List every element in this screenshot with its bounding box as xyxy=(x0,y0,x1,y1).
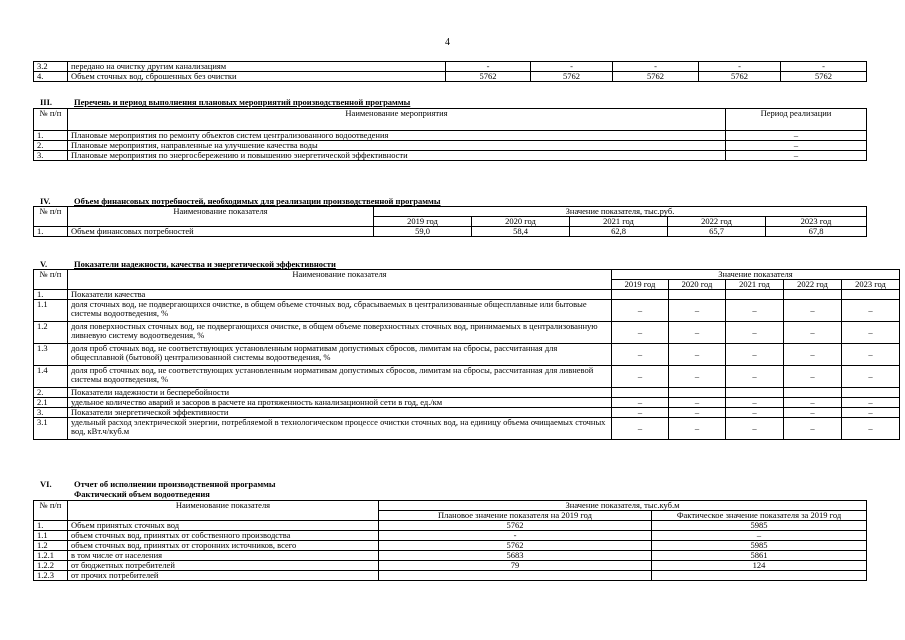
row-num: 1.2.1 xyxy=(34,551,68,561)
section-title: Отчет об исполнении производственной программы xyxy=(74,479,276,489)
header-year: 2022 год xyxy=(668,217,766,227)
row-value xyxy=(726,290,784,300)
row-num: 1.2 xyxy=(34,541,68,551)
row-value xyxy=(669,290,726,300)
row-num: 1.1 xyxy=(34,300,68,322)
row-name: доля сточных вод, не подвергающихся очистке, в общем объеме сточных вод, сбрасываемых в централизованные общесплавные или бытовые системы водоотведения, % xyxy=(68,300,612,322)
row-num: 3.1 xyxy=(34,418,68,440)
table-row xyxy=(34,151,867,161)
row-value: – xyxy=(669,300,726,322)
section-title: Перечень и период выполнения плановых мероприятий производственной программы xyxy=(74,97,411,107)
row-value xyxy=(612,290,669,300)
row-value: – xyxy=(612,344,669,366)
section-number: III. xyxy=(40,97,53,107)
row-plan: - xyxy=(379,531,652,541)
header-year: 2020 год xyxy=(472,217,570,227)
row-name: удельный расход электрической энергии, потребляемой в технологическом процессе очистки сточных вод, на единицу объема очищаемых сточных вод, кВт.ч/куб.м xyxy=(68,418,612,440)
row-value: – xyxy=(784,366,842,388)
row-num: 2. xyxy=(34,141,68,151)
row-value xyxy=(784,290,842,300)
row-plan: 5762 xyxy=(379,521,652,531)
row-name: Объем финансовых потребностей xyxy=(68,227,374,237)
header-year: 2020 год xyxy=(669,280,726,290)
page-number: 4 xyxy=(445,37,450,48)
table-row xyxy=(34,366,900,388)
row-value: – xyxy=(784,344,842,366)
row-period: – xyxy=(726,131,867,141)
section-6-heading xyxy=(40,479,276,489)
table-row xyxy=(34,561,867,571)
row-value: – xyxy=(842,300,900,322)
row-value: – xyxy=(669,366,726,388)
row-value: – xyxy=(612,322,669,344)
top-table xyxy=(33,61,867,82)
row-value: – xyxy=(669,408,726,418)
section-3-heading xyxy=(40,97,410,107)
row-num: 3. xyxy=(34,151,68,161)
row-name: от прочих потребителей xyxy=(68,571,379,581)
row-value: 5762 xyxy=(699,72,781,82)
table-row xyxy=(34,72,867,82)
row-num: 1. xyxy=(34,521,68,531)
row-value: – xyxy=(842,344,900,366)
row-num: 2.1 xyxy=(34,398,68,408)
row-value: – xyxy=(842,398,900,408)
row-value: - xyxy=(699,62,781,72)
row-value: – xyxy=(612,408,669,418)
row-value: 58,4 xyxy=(472,227,570,237)
row-fact: 5985 xyxy=(652,541,867,551)
row-name: Плановые мероприятия по ремонту объектов систем централизованного водоотведения xyxy=(68,131,726,141)
row-name: доля поверхностных сточных вод, не подвергающихся очистке, в общем объеме поверхностных сточных вод, принимаемых в централизованную ливневую систему водоотведения, % xyxy=(68,322,612,344)
row-value: – xyxy=(612,418,669,440)
table-row xyxy=(34,398,900,408)
row-plan: 5683 xyxy=(379,551,652,561)
row-value: – xyxy=(726,398,784,408)
row-value: – xyxy=(612,366,669,388)
row-value: 65,7 xyxy=(668,227,766,237)
table-row xyxy=(34,141,867,151)
row-plan: 79 xyxy=(379,561,652,571)
section-5-table xyxy=(33,269,900,440)
header-year: 2021 год xyxy=(570,217,668,227)
row-value: – xyxy=(842,418,900,440)
table-row xyxy=(34,408,900,418)
row-period: – xyxy=(726,151,867,161)
row-value: - xyxy=(531,62,613,72)
row-num: 3.2 xyxy=(34,62,68,72)
row-value: - xyxy=(781,62,867,72)
section-3-table xyxy=(33,108,867,161)
row-value: - xyxy=(613,62,699,72)
table-row xyxy=(34,290,900,300)
table-row xyxy=(34,322,900,344)
row-value: – xyxy=(669,322,726,344)
table-row xyxy=(34,131,867,141)
row-num: 3. xyxy=(34,408,68,418)
row-name: от бюджетных потребителей xyxy=(68,561,379,571)
row-value: – xyxy=(842,408,900,418)
header-value: Значение показателя, тыс.руб. xyxy=(374,207,867,217)
row-value: – xyxy=(726,408,784,418)
row-value: – xyxy=(726,344,784,366)
header-year: 2021 год xyxy=(726,280,784,290)
table-row xyxy=(34,388,900,398)
row-value: – xyxy=(669,398,726,408)
row-name: Плановые мероприятия, направленные на улучшение качества воды xyxy=(68,141,726,151)
row-plan: 5762 xyxy=(379,541,652,551)
row-num: 1.2.3 xyxy=(34,571,68,581)
table-row xyxy=(34,541,867,551)
header-name: Наименование показателя xyxy=(68,270,612,290)
row-plan xyxy=(379,571,652,581)
row-fact xyxy=(652,571,867,581)
header-num: № п/п xyxy=(34,207,68,227)
section-number: IV. xyxy=(40,196,51,206)
section-title: Показатели надежности, качества и энергетической эффективности xyxy=(74,259,336,269)
row-value: 62,8 xyxy=(570,227,668,237)
row-num: 1. xyxy=(34,131,68,141)
row-value: – xyxy=(726,418,784,440)
row-num: 1.2.2 xyxy=(34,561,68,571)
row-fact: 124 xyxy=(652,561,867,571)
table-row xyxy=(34,344,900,366)
table-row xyxy=(34,418,900,440)
header-num: № п/п xyxy=(34,501,68,521)
row-value: - xyxy=(446,62,531,72)
row-value: 5762 xyxy=(781,72,867,82)
header-value: Значение показателя, тыс.куб.м xyxy=(379,501,867,511)
header-year: 2019 год xyxy=(612,280,669,290)
header-name: Наименование мероприятия xyxy=(68,109,726,131)
table-header xyxy=(34,109,867,131)
table-header xyxy=(34,207,867,217)
section-title: Объем финансовых потребностей, необходимых для реализации производственной программы xyxy=(74,196,441,206)
row-fact: 5861 xyxy=(652,551,867,561)
row-num: 1.2 xyxy=(34,322,68,344)
row-value: 5762 xyxy=(446,72,531,82)
row-num: 1. xyxy=(34,290,68,300)
table-header xyxy=(34,501,867,511)
row-name: доля проб сточных вод, не соответствующих установленным нормативам допустимых сбросов, лимитам на сбросы, рассчитанная для общесплавной (бытовой) централизованной системы водоотведения, % xyxy=(68,344,612,366)
header-num: № п/п xyxy=(34,109,68,131)
row-value xyxy=(842,290,900,300)
row-value: – xyxy=(726,300,784,322)
row-fact: 5985 xyxy=(652,521,867,531)
row-value xyxy=(842,388,900,398)
header-name: Наименование показателя xyxy=(68,207,374,227)
row-value: – xyxy=(784,418,842,440)
header-plan: Плановое значение показателя на 2019 год xyxy=(379,511,652,521)
row-name: Плановые мероприятия по энергосбережению и повышению энергетической эффективности xyxy=(68,151,726,161)
row-num: 1.4 xyxy=(34,366,68,388)
section-6-subtitle: Фактический объем водоотведения xyxy=(74,489,210,499)
row-num: 1. xyxy=(34,227,68,237)
section-6-table xyxy=(33,500,867,581)
row-value: – xyxy=(842,366,900,388)
row-name: удельное количество аварий и засоров в расчете на протяженность канализационной сети в год, ед./км xyxy=(68,398,612,408)
row-name: Объем принятых сточных вод xyxy=(68,521,379,531)
row-name: доля проб сточных вод, не соответствующих установленным нормативам допустимых сбросов, лимитам на сбросы, рассчитанная для ливневой системы водоотведения, % xyxy=(68,366,612,388)
section-number: VI. xyxy=(40,479,52,489)
section-4-heading xyxy=(40,196,440,206)
row-name: в том числе от населения xyxy=(68,551,379,561)
row-value: – xyxy=(784,408,842,418)
row-value: – xyxy=(726,366,784,388)
row-value: 67,8 xyxy=(766,227,867,237)
table-row xyxy=(34,521,867,531)
row-value xyxy=(612,388,669,398)
row-value xyxy=(726,388,784,398)
header-period: Период реализации xyxy=(726,109,867,131)
row-value xyxy=(669,388,726,398)
header-fact: Фактическое значение показателя за 2019 год xyxy=(652,511,867,521)
table-row xyxy=(34,62,867,72)
row-value: 59,0 xyxy=(374,227,472,237)
row-name: Показатели надежности и бесперебойности xyxy=(68,388,612,398)
row-name: Показатели энергетической эффективности xyxy=(68,408,612,418)
row-num: 1.3 xyxy=(34,344,68,366)
row-period: – xyxy=(726,141,867,151)
header-value: Значение показателя xyxy=(612,270,900,280)
section-5-heading xyxy=(40,259,336,269)
row-name: Показатели качества xyxy=(68,290,612,300)
table-row xyxy=(34,227,867,237)
table-row xyxy=(34,551,867,561)
table-row xyxy=(34,531,867,541)
row-value: – xyxy=(612,398,669,408)
header-num: № п/п xyxy=(34,270,68,290)
table-row xyxy=(34,300,900,322)
row-value: – xyxy=(726,322,784,344)
row-value: – xyxy=(784,300,842,322)
section-number: V. xyxy=(40,259,48,269)
row-value: 5762 xyxy=(613,72,699,82)
row-num: 1.1 xyxy=(34,531,68,541)
row-value: – xyxy=(784,398,842,408)
row-name: объем сточных вод, принятых от сторонних источников, всего xyxy=(68,541,379,551)
row-num: 2. xyxy=(34,388,68,398)
row-value: 5762 xyxy=(531,72,613,82)
row-name: передано на очистку другим канализациям xyxy=(68,62,446,72)
row-name: Объем сточных вод, сброшенных без очистки xyxy=(68,72,446,82)
row-value: – xyxy=(669,344,726,366)
row-name: объем сточных вод, принятых от собственного производства xyxy=(68,531,379,541)
header-year: 2023 год xyxy=(766,217,867,227)
row-num: 4. xyxy=(34,72,68,82)
table-header xyxy=(34,270,900,280)
row-value: – xyxy=(842,322,900,344)
row-value xyxy=(784,388,842,398)
section-4-table xyxy=(33,206,867,237)
row-value: – xyxy=(669,418,726,440)
header-name: Наименование показателя xyxy=(68,501,379,521)
row-value: – xyxy=(784,322,842,344)
header-year: 2022 год xyxy=(784,280,842,290)
header-year: 2023 год xyxy=(842,280,900,290)
row-value: – xyxy=(612,300,669,322)
table-row xyxy=(34,571,867,581)
header-year: 2019 год xyxy=(374,217,472,227)
row-fact: – xyxy=(652,531,867,541)
